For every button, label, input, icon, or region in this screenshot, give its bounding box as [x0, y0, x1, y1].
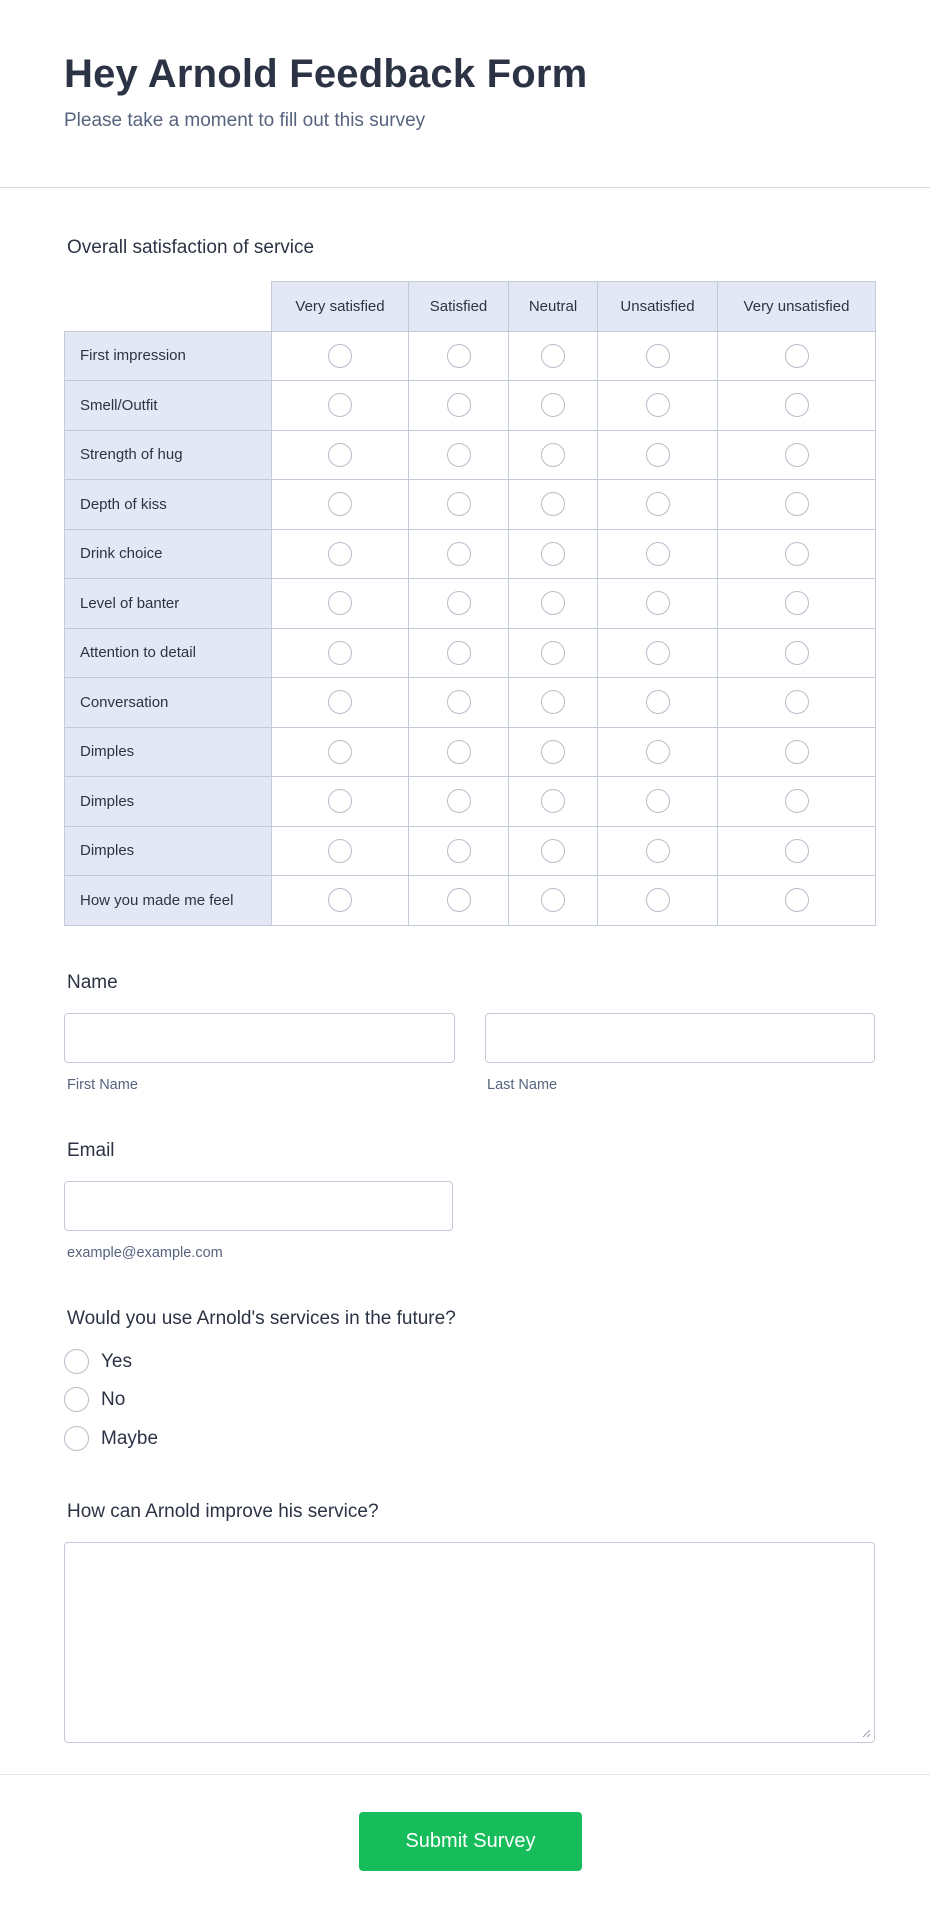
matrix-row-label: How you made me feel — [65, 876, 272, 926]
matrix-radio-button[interactable] — [447, 542, 471, 566]
matrix-cell — [509, 381, 598, 431]
matrix-body — [65, 331, 876, 925]
matrix-cell — [718, 381, 876, 431]
matrix-radio-button[interactable] — [541, 888, 565, 912]
matrix-radio-button[interactable] — [646, 740, 670, 764]
matrix-radio-button[interactable] — [785, 888, 809, 912]
matrix-cell — [272, 777, 409, 827]
matrix-cell — [272, 628, 409, 678]
matrix-radio-button[interactable] — [328, 542, 352, 566]
future-option-no[interactable] — [64, 1387, 125, 1412]
matrix-cell — [509, 480, 598, 530]
matrix-radio-button[interactable] — [447, 839, 471, 863]
form-title: Hey Arnold Feedback Form — [64, 52, 588, 96]
satisfaction-label: Overall satisfaction of service — [67, 237, 315, 258]
name-label: Name — [67, 972, 118, 993]
matrix-row — [65, 579, 876, 629]
matrix-cell — [718, 628, 876, 678]
matrix-cell — [409, 529, 509, 579]
matrix-radio-button[interactable] — [328, 740, 352, 764]
matrix-radio-button[interactable] — [785, 492, 809, 516]
matrix-cell — [409, 777, 509, 827]
last-name-sublabel: Last Name — [487, 1077, 558, 1093]
matrix-radio-button[interactable] — [541, 690, 565, 714]
matrix-cell — [598, 579, 718, 629]
matrix-radio-button[interactable] — [646, 542, 670, 566]
matrix-radio-button[interactable] — [328, 591, 352, 615]
matrix-cell — [509, 579, 598, 629]
matrix-column-header: Neutral — [509, 282, 598, 332]
matrix-radio-button[interactable] — [646, 641, 670, 665]
matrix-cell — [718, 876, 876, 926]
matrix-radio-button[interactable] — [447, 591, 471, 615]
first-name-sublabel: First Name — [67, 1077, 138, 1093]
matrix-radio-button[interactable] — [447, 344, 471, 368]
matrix-row-label: Smell/Outfit — [65, 381, 272, 431]
matrix-cell — [598, 777, 718, 827]
matrix-cell — [272, 678, 409, 728]
matrix-column-header: Very unsatisfied — [718, 282, 876, 332]
matrix-cell — [598, 480, 718, 530]
matrix-cell — [509, 826, 598, 876]
matrix-cell — [598, 727, 718, 777]
matrix-row-label: Dimples — [65, 777, 272, 827]
matrix-row-label: Drink choice — [65, 529, 272, 579]
matrix-radio-button[interactable] — [328, 344, 352, 368]
improve-question-label: How can Arnold improve his service? — [67, 1501, 379, 1522]
matrix-row — [65, 480, 876, 530]
matrix-cell — [598, 331, 718, 381]
matrix-radio-button[interactable] — [541, 344, 565, 368]
matrix-radio-button[interactable] — [447, 393, 471, 417]
matrix-row — [65, 430, 876, 480]
matrix-row — [65, 529, 876, 579]
radio-button[interactable] — [64, 1349, 89, 1374]
matrix-cell — [718, 331, 876, 381]
first-name-input[interactable] — [64, 1013, 455, 1063]
matrix-cell — [718, 480, 876, 530]
matrix-radio-button[interactable] — [541, 591, 565, 615]
matrix-cell — [598, 430, 718, 480]
matrix-radio-button[interactable] — [785, 344, 809, 368]
matrix-radio-button[interactable] — [646, 690, 670, 714]
matrix-cell — [598, 628, 718, 678]
matrix-radio-button[interactable] — [785, 839, 809, 863]
matrix-radio-button[interactable] — [646, 839, 670, 863]
matrix-row-label: Dimples — [65, 826, 272, 876]
improve-textarea[interactable] — [64, 1542, 875, 1743]
matrix-cell — [272, 826, 409, 876]
matrix-cell — [718, 529, 876, 579]
matrix-row-label: Strength of hug — [65, 430, 272, 480]
matrix-radio-button[interactable] — [646, 344, 670, 368]
matrix-cell — [272, 529, 409, 579]
matrix-radio-button[interactable] — [328, 789, 352, 813]
matrix-radio-button[interactable] — [785, 690, 809, 714]
matrix-cell — [509, 529, 598, 579]
future-question-label: Would you use Arnold's services in the future? — [67, 1308, 456, 1329]
matrix-radio-button[interactable] — [646, 888, 670, 912]
resize-grip-icon[interactable] — [861, 1728, 871, 1738]
matrix-radio-button[interactable] — [785, 443, 809, 467]
matrix-radio-button[interactable] — [646, 591, 670, 615]
matrix-radio-button[interactable] — [328, 393, 352, 417]
matrix-radio-button[interactable] — [328, 641, 352, 665]
matrix-radio-button[interactable] — [328, 443, 352, 467]
matrix-radio-button[interactable] — [785, 591, 809, 615]
matrix-radio-button[interactable] — [785, 393, 809, 417]
matrix-cell — [272, 727, 409, 777]
email-sublabel: example@example.com — [67, 1245, 223, 1261]
radio-button[interactable] — [64, 1426, 89, 1451]
matrix-row — [65, 777, 876, 827]
matrix-cell — [718, 777, 876, 827]
matrix-cell — [272, 331, 409, 381]
matrix-radio-button[interactable] — [541, 641, 565, 665]
matrix-radio-button[interactable] — [785, 641, 809, 665]
matrix-cell — [718, 430, 876, 480]
matrix-row-label: Dimples — [65, 727, 272, 777]
last-name-input[interactable] — [485, 1013, 875, 1063]
form-header — [0, 0, 930, 188]
matrix-row — [65, 678, 876, 728]
radio-button[interactable] — [64, 1387, 89, 1412]
matrix-radio-button[interactable] — [447, 740, 471, 764]
matrix-radio-button[interactable] — [646, 789, 670, 813]
matrix-cell — [509, 876, 598, 926]
matrix-cell — [409, 381, 509, 431]
matrix-row-label: Level of banter — [65, 579, 272, 629]
future-option-maybe[interactable] — [64, 1426, 158, 1451]
matrix-cell — [409, 727, 509, 777]
matrix-radio-button[interactable] — [541, 542, 565, 566]
matrix-radio-button[interactable] — [646, 492, 670, 516]
matrix-cell — [598, 529, 718, 579]
matrix-radio-button[interactable] — [646, 443, 670, 467]
option-label: Maybe — [101, 1427, 159, 1449]
matrix-radio-button[interactable] — [541, 492, 565, 516]
matrix-cell — [509, 628, 598, 678]
matrix-row-label: Depth of kiss — [65, 480, 272, 530]
email-input[interactable] — [64, 1181, 453, 1231]
matrix-row — [65, 727, 876, 777]
matrix-cell — [598, 876, 718, 926]
option-label: Yes — [101, 1350, 132, 1372]
matrix-cell — [718, 579, 876, 629]
matrix-radio-button[interactable] — [447, 690, 471, 714]
footer-divider — [0, 1774, 930, 1775]
matrix-row — [65, 876, 876, 926]
matrix-cell — [409, 826, 509, 876]
matrix-cell — [509, 678, 598, 728]
matrix-cell — [718, 826, 876, 876]
matrix-cell — [409, 331, 509, 381]
future-option-yes[interactable] — [64, 1349, 132, 1374]
matrix-cell — [598, 678, 718, 728]
matrix-column-header: Satisfied — [409, 282, 509, 332]
matrix-cell — [272, 480, 409, 530]
email-label: Email — [67, 1140, 115, 1161]
matrix-radio-button[interactable] — [785, 542, 809, 566]
matrix-radio-button[interactable] — [328, 839, 352, 863]
matrix-radio-button[interactable] — [447, 492, 471, 516]
matrix-radio-button[interactable] — [646, 393, 670, 417]
matrix-cell — [509, 727, 598, 777]
matrix-radio-button[interactable] — [447, 888, 471, 912]
matrix-cell — [509, 331, 598, 381]
matrix-row — [65, 331, 876, 381]
matrix-cell — [409, 678, 509, 728]
matrix-cell — [598, 826, 718, 876]
satisfaction-matrix — [64, 281, 875, 926]
matrix-row — [65, 628, 876, 678]
matrix-radio-button[interactable] — [447, 443, 471, 467]
matrix-cell — [509, 777, 598, 827]
matrix-cell — [718, 678, 876, 728]
matrix-cell — [409, 628, 509, 678]
matrix-corner — [65, 282, 272, 332]
matrix-cell — [598, 381, 718, 431]
matrix-radio-button[interactable] — [447, 641, 471, 665]
matrix-row-label: Conversation — [65, 678, 272, 728]
matrix-radio-button[interactable] — [328, 690, 352, 714]
matrix-cell — [409, 876, 509, 926]
matrix-cell — [272, 579, 409, 629]
matrix-header-row — [65, 282, 876, 332]
matrix-cell — [409, 579, 509, 629]
matrix-cell — [272, 430, 409, 480]
matrix-cell — [409, 480, 509, 530]
matrix-column-header: Unsatisfied — [598, 282, 718, 332]
option-label: No — [101, 1388, 126, 1410]
matrix-cell — [272, 876, 409, 926]
submit-survey-button[interactable]: Submit Survey — [359, 1812, 582, 1871]
matrix-radio-button[interactable] — [328, 492, 352, 516]
matrix-radio-button[interactable] — [541, 839, 565, 863]
matrix-row-label: First impression — [65, 331, 272, 381]
matrix-cell — [409, 430, 509, 480]
form-subtitle: Please take a moment to fill out this survey — [64, 110, 426, 131]
matrix-radio-button[interactable] — [541, 789, 565, 813]
matrix-radio-button[interactable] — [541, 443, 565, 467]
matrix-radio-button[interactable] — [785, 789, 809, 813]
matrix-cell — [272, 381, 409, 431]
matrix-column-header: Very satisfied — [272, 282, 409, 332]
matrix-radio-button[interactable] — [541, 740, 565, 764]
matrix-radio-button[interactable] — [541, 393, 565, 417]
matrix-radio-button[interactable] — [447, 789, 471, 813]
matrix-radio-button[interactable] — [328, 888, 352, 912]
matrix-radio-button[interactable] — [785, 740, 809, 764]
matrix-cell — [509, 430, 598, 480]
matrix-row — [65, 826, 876, 876]
matrix-row — [65, 381, 876, 431]
matrix-row-label: Attention to detail — [65, 628, 272, 678]
matrix-cell — [718, 727, 876, 777]
